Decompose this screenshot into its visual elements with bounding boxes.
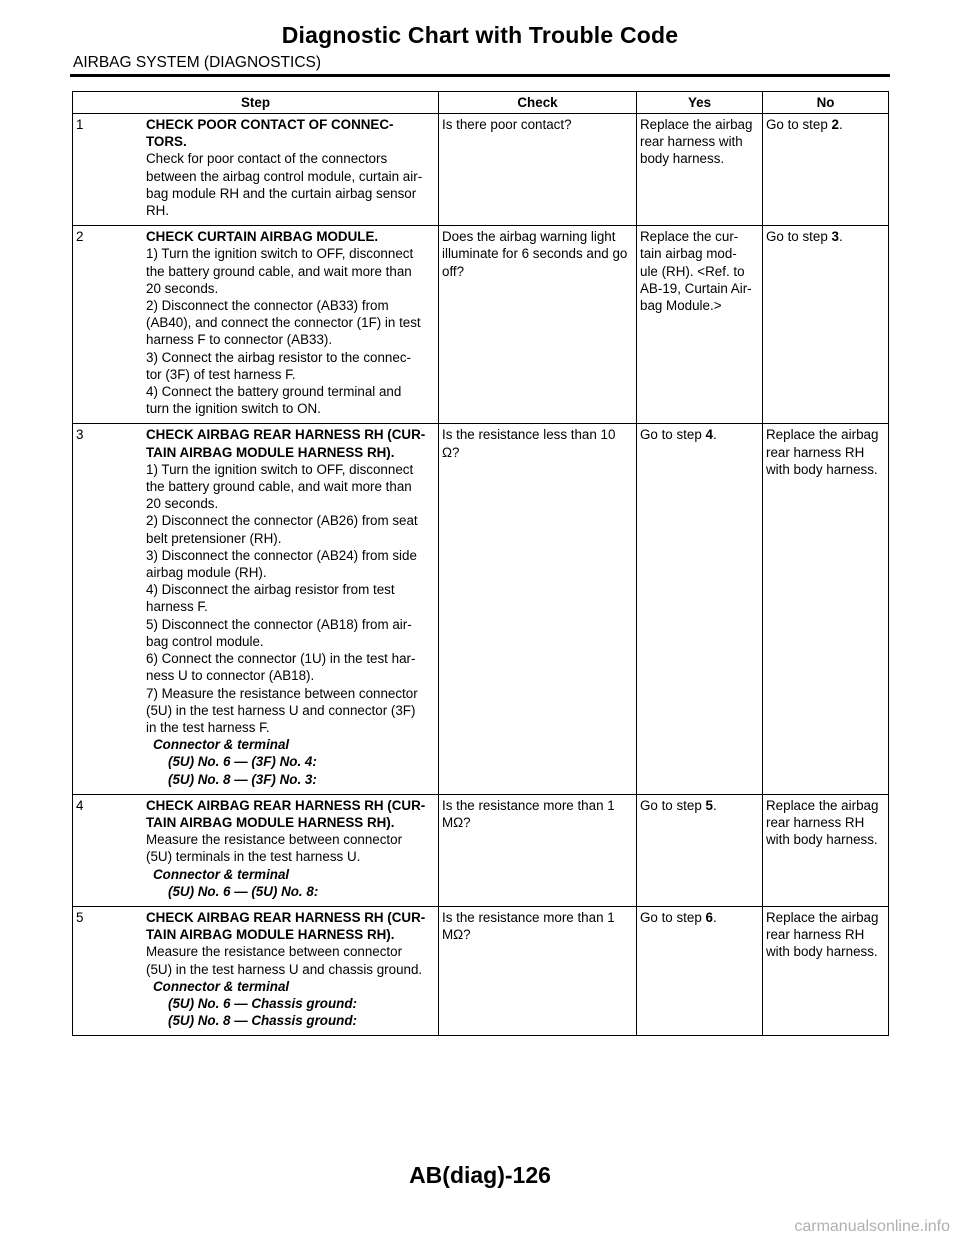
step-instruction-line: 4) Disconnect the airbag resistor from test bbox=[146, 582, 395, 598]
step-heading-line: CHECK POOR CONTACT OF CONNEC- bbox=[146, 117, 394, 132]
check-cell bbox=[439, 906, 637, 1035]
connector-label: Connector & terminal bbox=[153, 978, 290, 994]
yes-line: AB-19, Curtain Air- bbox=[640, 280, 752, 296]
step-body bbox=[146, 909, 436, 1029]
connector-detail-line: (5U) No. 8 — (3F) No. 3: bbox=[168, 771, 317, 787]
step-heading-line: CHECK AIRBAG REAR HARNESS RH (CUR- bbox=[146, 797, 426, 813]
no-cell bbox=[763, 114, 889, 226]
step-instruction-line: 1) Turn the ignition switch to OFF, disconnect bbox=[146, 246, 414, 262]
check-cell bbox=[439, 794, 637, 906]
step-instruction-line: the battery ground cable, and wait more than bbox=[146, 479, 412, 495]
step-instruction-line: 5) Disconnect the connector (AB18) from air- bbox=[146, 616, 412, 632]
goto-suffix: . bbox=[712, 427, 717, 443]
goto-step-number: 3 bbox=[831, 229, 839, 245]
step-instruction-line: ness U to connector (AB18). bbox=[146, 668, 315, 684]
step-instruction-line: 4) Connect the battery ground terminal and bbox=[146, 384, 402, 400]
step-instruction-line: 7) Measure the resistance between connector bbox=[146, 685, 418, 701]
step-body bbox=[146, 426, 436, 787]
yes-cell bbox=[637, 114, 763, 226]
connector-label: Connector & terminal bbox=[153, 866, 290, 882]
table-body bbox=[73, 114, 889, 1036]
check-line: illuminate for 6 seconds and go bbox=[442, 246, 628, 262]
no-cell bbox=[763, 226, 889, 424]
step-instruction-line: turn the ignition switch to ON. bbox=[146, 401, 321, 417]
check-line: MΩ? bbox=[442, 927, 471, 943]
check-cell bbox=[439, 226, 637, 424]
step-heading-line: CHECK CURTAIN AIRBAG MODULE. bbox=[146, 229, 379, 245]
no-line: Replace the airbag bbox=[766, 909, 879, 925]
column-header-no: No bbox=[763, 92, 889, 114]
connector-detail-line: (5U) No. 6 — (5U) No. 8: bbox=[168, 883, 319, 899]
table-row bbox=[73, 114, 889, 226]
diagnostic-table bbox=[72, 91, 889, 1036]
goto-suffix: . bbox=[838, 229, 843, 245]
connector-detail-line: (5U) No. 6 — Chassis ground: bbox=[168, 995, 357, 1011]
no-line: rear harness RH bbox=[766, 814, 865, 830]
column-header-yes: Yes bbox=[637, 92, 763, 114]
step-instruction-line: RH. bbox=[146, 203, 170, 219]
yes-line: body harness. bbox=[640, 151, 725, 167]
step-body bbox=[146, 228, 436, 417]
check-cell bbox=[439, 114, 637, 226]
no-line: rear harness RH bbox=[766, 927, 865, 943]
step-instruction-line: tor (3F) of test harness F. bbox=[146, 366, 296, 382]
connector-detail-line: (5U) No. 6 — (3F) No. 4: bbox=[168, 754, 317, 770]
step-instruction-line: 1) Turn the ignition switch to OFF, disconnect bbox=[146, 461, 414, 477]
step-block bbox=[76, 426, 436, 787]
step-instruction-line: (5U) terminals in the test harness U. bbox=[146, 849, 361, 865]
goto-prefix: Go to step bbox=[640, 427, 706, 443]
yes-line: bag Module.> bbox=[640, 298, 722, 314]
section-title: AIRBAG SYSTEM (DIAGNOSTICS) bbox=[73, 54, 322, 71]
step-instruction-line: in the test harness F. bbox=[146, 719, 270, 735]
goto-prefix: Go to step bbox=[766, 117, 832, 132]
step-instruction-line: the battery ground cable, and wait more than bbox=[146, 263, 412, 279]
step-instruction-line: 20 seconds. bbox=[146, 496, 219, 512]
no-cell bbox=[763, 794, 889, 906]
step-instruction-line: 20 seconds. bbox=[146, 280, 219, 296]
step-instruction-line: between the airbag control module, curtain air- bbox=[146, 168, 423, 184]
step-instruction-line: 3) Disconnect the connector (AB24) from side bbox=[146, 547, 417, 563]
title-rule bbox=[70, 74, 890, 77]
step-instruction-line: harness F. bbox=[146, 599, 208, 615]
step-number: 3 bbox=[76, 427, 84, 443]
table-row bbox=[73, 906, 889, 1035]
step-cell bbox=[73, 226, 439, 424]
check-line: Is the resistance more than 1 bbox=[442, 797, 615, 813]
table-header-row bbox=[73, 92, 889, 114]
step-number: 1 bbox=[76, 117, 84, 132]
step-instruction-line: bag module RH and the curtain airbag sensor bbox=[146, 185, 417, 201]
goto-step-text bbox=[766, 116, 886, 133]
goto-step-number: 2 bbox=[831, 117, 839, 132]
yes-cell bbox=[637, 424, 763, 794]
step-cell bbox=[73, 794, 439, 906]
yes-line: Replace the airbag bbox=[640, 117, 753, 132]
step-instruction-line: (5U) in the test harness U and connector (3F) bbox=[146, 702, 416, 718]
goto-suffix: . bbox=[712, 909, 717, 925]
check-line: Is the resistance more than 1 bbox=[442, 909, 615, 925]
step-heading-line: TAIN AIRBAG MODULE HARNESS RH). bbox=[146, 927, 395, 943]
goto-prefix: Go to step bbox=[766, 229, 832, 245]
step-instruction-line: (AB40), and connect the connector (1F) in test bbox=[146, 315, 421, 331]
no-line: Replace the airbag bbox=[766, 797, 879, 813]
check-line: Does the airbag warning light bbox=[442, 229, 616, 245]
step-body bbox=[146, 797, 436, 900]
step-instruction-line: Check for poor contact of the connectors bbox=[146, 151, 388, 167]
step-heading-line: CHECK AIRBAG REAR HARNESS RH (CUR- bbox=[146, 909, 426, 925]
step-block bbox=[76, 909, 436, 1029]
step-instruction-line: airbag module (RH). bbox=[146, 565, 267, 581]
check-line: Is the resistance less than 10 bbox=[442, 427, 616, 443]
connector-label: Connector & terminal bbox=[153, 737, 290, 753]
step-number: 2 bbox=[76, 229, 84, 245]
column-header-step: Step bbox=[73, 92, 439, 114]
no-line: Replace the airbag bbox=[766, 427, 879, 443]
check-line: off? bbox=[442, 263, 465, 279]
yes-line: rear harness with bbox=[640, 134, 743, 150]
step-instruction-line: Measure the resistance between connector bbox=[146, 832, 403, 848]
goto-step-number: 5 bbox=[705, 797, 713, 813]
yes-line: tain airbag mod- bbox=[640, 246, 737, 262]
goto-step-text bbox=[640, 426, 760, 443]
step-instruction-line: 2) Disconnect the connector (AB26) from seat bbox=[146, 513, 418, 529]
goto-prefix: Go to step bbox=[640, 909, 706, 925]
check-cell bbox=[439, 424, 637, 794]
goto-prefix: Go to step bbox=[640, 797, 706, 813]
page-number: AB(diag)-126 bbox=[409, 1162, 551, 1188]
yes-cell bbox=[637, 226, 763, 424]
no-line: with body harness. bbox=[766, 461, 878, 477]
step-instruction-line: 6) Connect the connector (1U) in the test har- bbox=[146, 651, 416, 667]
no-line: with body harness. bbox=[766, 832, 878, 848]
step-instruction-line: 3) Connect the airbag resistor to the connec- bbox=[146, 349, 411, 365]
goto-step-text bbox=[766, 228, 886, 245]
check-line: Ω? bbox=[442, 444, 460, 460]
table-row bbox=[73, 424, 889, 794]
step-instruction-line: bag control module. bbox=[146, 633, 264, 649]
check-line: MΩ? bbox=[442, 814, 471, 830]
table-row bbox=[73, 794, 889, 906]
step-instruction-line: belt pretensioner (RH). bbox=[146, 530, 282, 546]
connector-detail-line: (5U) No. 8 — Chassis ground: bbox=[168, 1013, 357, 1029]
no-cell bbox=[763, 424, 889, 794]
step-heading-line: CHECK AIRBAG REAR HARNESS RH (CUR- bbox=[146, 427, 426, 443]
goto-suffix: . bbox=[838, 117, 843, 132]
no-cell bbox=[763, 906, 889, 1035]
step-block bbox=[76, 797, 436, 900]
page-title: Diagnostic Chart with Trouble Code bbox=[281, 22, 679, 48]
step-instruction-line: Measure the resistance between connector bbox=[146, 944, 403, 960]
step-heading-line: TAIN AIRBAG MODULE HARNESS RH). bbox=[146, 444, 395, 460]
step-number: 5 bbox=[76, 909, 84, 925]
step-cell bbox=[73, 424, 439, 794]
watermark: carmanualsonline.info bbox=[794, 1218, 950, 1235]
goto-step-text bbox=[640, 797, 760, 814]
table-row bbox=[73, 226, 889, 424]
no-line: rear harness RH bbox=[766, 444, 865, 460]
step-instruction-line: harness F to connector (AB33). bbox=[146, 332, 333, 348]
step-instruction-line: 2) Disconnect the connector (AB33) from bbox=[146, 298, 389, 314]
goto-step-number: 4 bbox=[705, 427, 713, 443]
column-header-check: Check bbox=[439, 92, 637, 114]
step-instruction-line: (5U) in the test harness U and chassis ground. bbox=[146, 961, 423, 977]
no-line: with body harness. bbox=[766, 944, 878, 960]
goto-suffix: . bbox=[712, 797, 717, 813]
step-cell bbox=[73, 114, 439, 226]
yes-line: ule (RH). <Ref. to bbox=[640, 263, 745, 279]
step-body bbox=[146, 116, 436, 219]
goto-step-text bbox=[640, 909, 760, 926]
goto-step-number: 6 bbox=[705, 909, 713, 925]
step-heading-line: TAIN AIRBAG MODULE HARNESS RH). bbox=[146, 814, 395, 830]
step-cell bbox=[73, 906, 439, 1035]
step-block bbox=[76, 116, 436, 219]
yes-line: Replace the cur- bbox=[640, 229, 739, 245]
yes-cell bbox=[637, 794, 763, 906]
step-block bbox=[76, 228, 436, 417]
step-number: 4 bbox=[76, 797, 84, 813]
yes-cell bbox=[637, 906, 763, 1035]
check-line: Is there poor contact? bbox=[442, 117, 572, 132]
step-heading-line: TORS. bbox=[146, 134, 187, 150]
